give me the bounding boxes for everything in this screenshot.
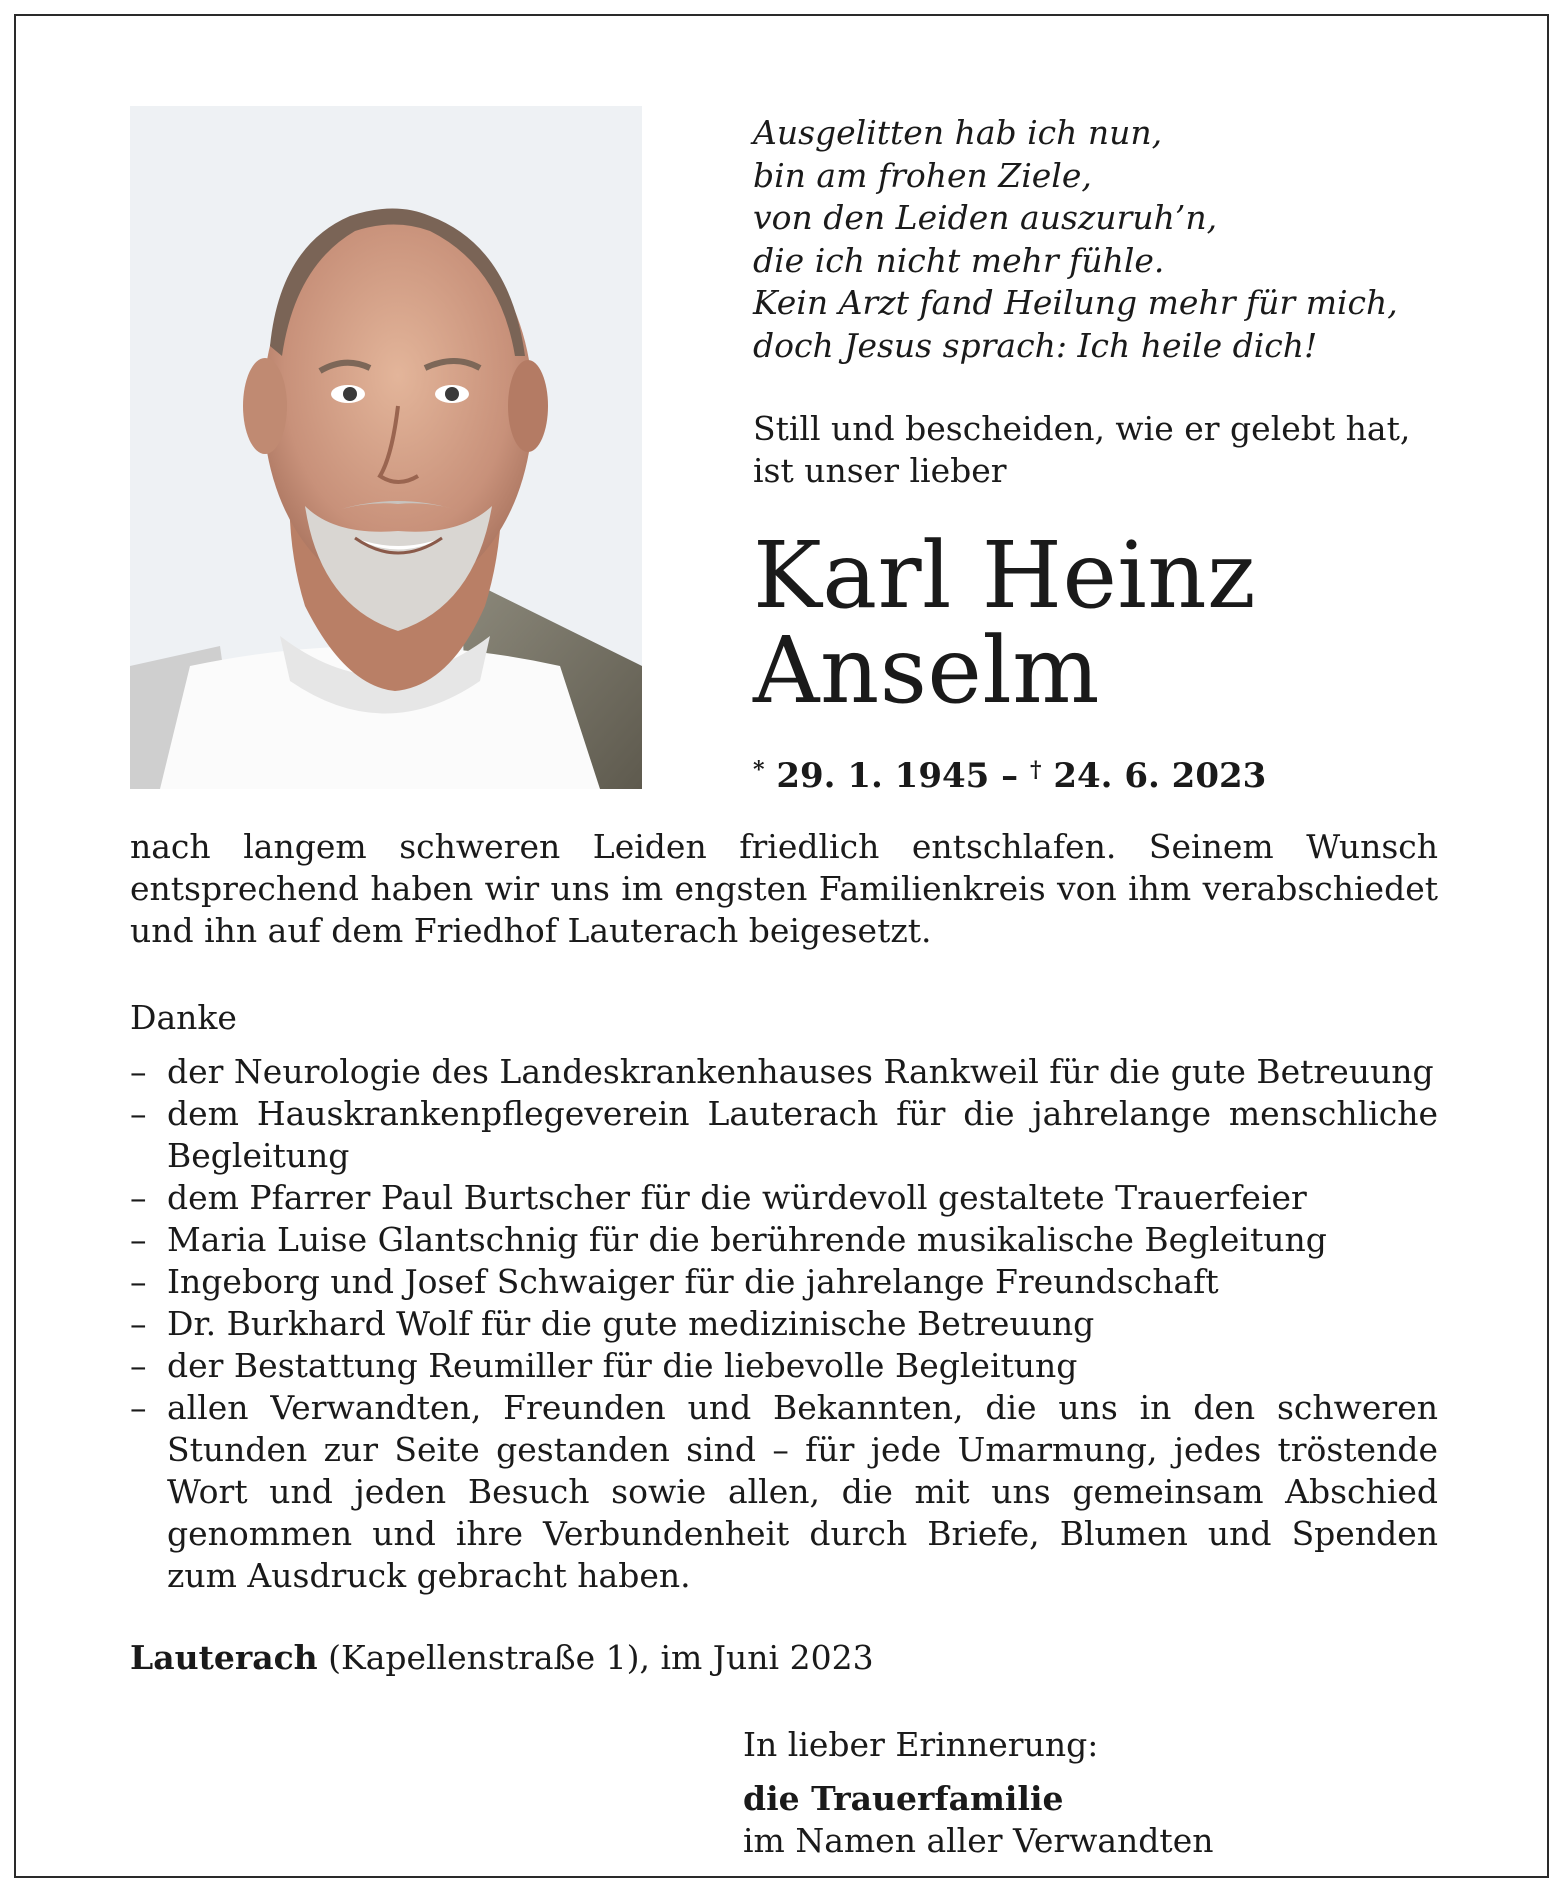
list-item-text: der Bestattung Reumiller für die liebevolle Begleitung — [167, 1346, 1078, 1385]
danke-title: Danke — [130, 998, 237, 1037]
list-item — [130, 1303, 1438, 1345]
list-item-text: der Neurologie des Landeskrankenhauses Rankweil für die gute Betreuung — [167, 1052, 1434, 1091]
list-item-text: Maria Luise Glantschnig für die berührende musikalische Begleitung — [167, 1220, 1327, 1259]
dash: – — [130, 1304, 147, 1343]
dash: – — [130, 1052, 147, 1091]
birth-date: 29. 1. 1945 — [776, 756, 990, 796]
closing-line: im Namen aller Verwandten — [743, 1821, 1214, 1860]
list-item — [130, 1093, 1438, 1177]
list-item — [130, 1345, 1438, 1387]
death-symbol: † — [1030, 757, 1042, 783]
place-date-line — [130, 1637, 874, 1679]
intro-line: ist unser lieber — [753, 451, 1007, 490]
portrait-illustration — [130, 106, 642, 789]
list-item-text: dem Hauskrankenpflegeverein Lauterach für die jahrelange menschliche Begleitung — [167, 1094, 1438, 1175]
dash: – — [130, 1178, 147, 1217]
portrait-photo — [130, 106, 642, 789]
dash: – — [130, 1388, 147, 1427]
dash: – — [130, 1346, 147, 1385]
place-rest: (Kapellenstraße 1), im Juni 2023 — [317, 1638, 874, 1677]
poem-line: Kein Arzt fand Heilung mehr für mich, — [753, 283, 1398, 322]
list-item-text: dem Pfarrer Paul Burtscher für die würdevoll gestaltete Trauerfeier — [167, 1178, 1307, 1217]
list-item-text: allen Verwandten, Freunden und Bekannten, die uns in den schweren Stunden zur Seite gestanden sind – für jede Umarmung, jedes tröstende Wort und jeden Besuch sowie allen, die mit uns gemeinsam Abschied genommen und ihre Verbundenheit durch Briefe, Blumen und Spenden zum Ausdruck gebracht haben. — [167, 1388, 1438, 1595]
list-item — [130, 1051, 1438, 1093]
list-item-text: Dr. Burkhard Wolf für die gute medizinische Betreuung — [167, 1304, 1095, 1343]
date-separator: – — [1001, 756, 1019, 796]
poem-line: Ausgelitten hab ich nun, — [753, 113, 1163, 152]
poem-line: die ich nicht mehr fühle. — [753, 240, 1165, 280]
poem-line: doch Jesus sprach: Ich heile dich! — [753, 325, 1318, 365]
danke-list — [130, 1051, 1438, 1597]
main-paragraph: nach langem schweren Leiden friedlich entschlafen. Seinem Wunsch entsprechend haben wir uns im engsten Familienkreis von ihm verabschiedet und ihn auf dem Friedhof Lauterach beigesetzt. — [130, 827, 1438, 950]
dash: – — [130, 1094, 147, 1133]
dash: – — [130, 1220, 147, 1259]
last-name: Anselm — [753, 617, 1101, 724]
list-item-text: Ingeborg und Josef Schwaiger für die jahrelange Freundschaft — [167, 1262, 1219, 1301]
closing-signature — [743, 1724, 1213, 1862]
deceased-name — [753, 522, 1257, 724]
family-name: die Trauerfamilie — [743, 1779, 1064, 1818]
life-dates — [753, 756, 1266, 796]
poem — [753, 112, 1453, 367]
dash: – — [130, 1262, 147, 1301]
intro-text — [753, 408, 1453, 492]
list-item — [130, 1387, 1438, 1597]
poem-line: bin am frohen Ziele, — [753, 155, 1092, 195]
intro-line: Still und bescheiden, wie er gelebt hat, — [753, 409, 1411, 448]
closing-line: In lieber Erinnerung: — [743, 1725, 1099, 1764]
list-item — [130, 1177, 1438, 1219]
first-name: Karl Heinz — [753, 522, 1257, 629]
place-town: Lauterach — [130, 1638, 318, 1677]
list-item — [130, 1219, 1438, 1261]
list-item — [130, 1261, 1438, 1303]
death-date: 24. 6. 2023 — [1053, 756, 1267, 796]
birth-symbol: * — [753, 757, 765, 783]
poem-line: von den Leiden auszuruh’n, — [753, 198, 1218, 237]
